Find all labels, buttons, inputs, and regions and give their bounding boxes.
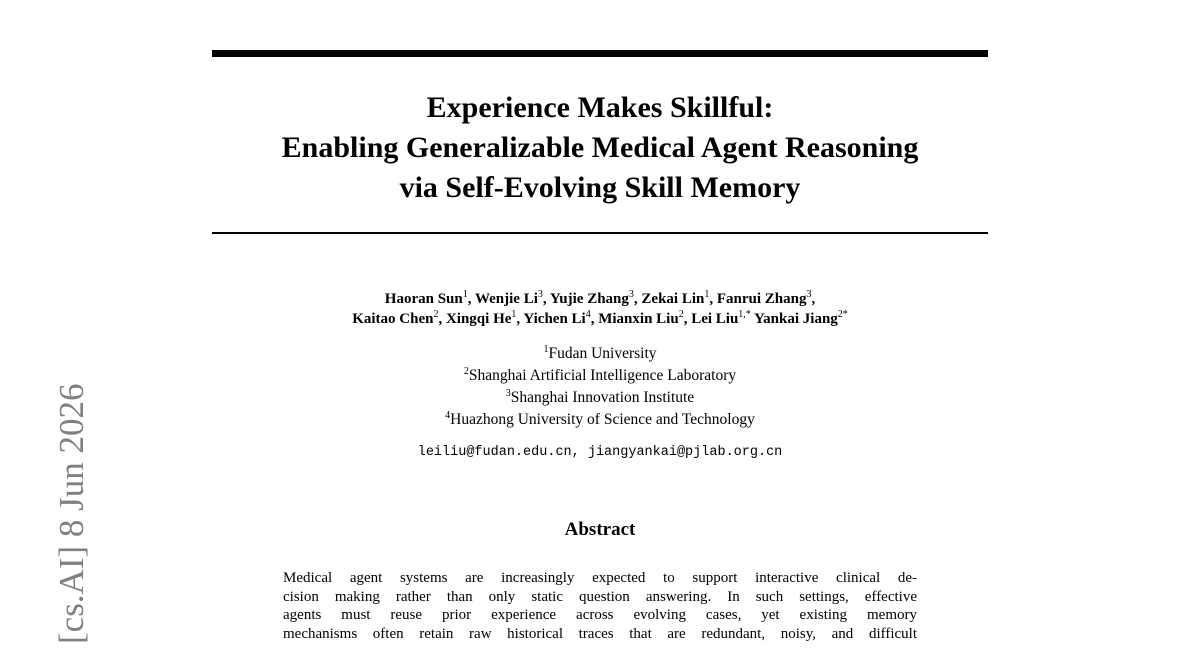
author-name: Xingqi He xyxy=(445,311,512,327)
affiliation-name: Huazhong University of Science and Technology xyxy=(450,411,755,428)
abstract-body xyxy=(283,569,917,643)
title-line: Enabling Generalizable Medical Agent Reasoning xyxy=(281,131,919,164)
affiliation-name: Shanghai Artificial Intelligence Laboratory xyxy=(468,367,737,384)
author-line-1: Haoran Sun$^1$, Wenjie Li$^3$, Yujie Zhang$^3$, Zekai Lin$^1$, Fanrui Zhang$^3$, xyxy=(384,289,816,307)
author-name: Zekai Lin xyxy=(641,291,705,307)
author-name: Haoran Sun xyxy=(384,291,463,307)
affiliation-item xyxy=(212,387,988,409)
author-affil-mark: 2 xyxy=(678,309,684,320)
author-affil-mark: 1 xyxy=(462,289,468,300)
affiliation-mark: 4 xyxy=(445,409,451,421)
title-line: via Self-Evolving Skill Memory xyxy=(399,171,801,204)
author-affil-mark: 2 xyxy=(433,309,439,320)
title-bottom-rule xyxy=(212,232,988,234)
abstract-heading: Abstract xyxy=(564,519,636,540)
author-list xyxy=(212,289,988,329)
author-name: Wenjie Li xyxy=(474,291,538,307)
author-affil-mark: 2* xyxy=(837,309,848,320)
author-name: Kaitao Chen xyxy=(352,311,434,327)
author-affil-mark: 3 xyxy=(806,289,812,300)
author-affil-mark: 4 xyxy=(585,309,591,320)
title-top-rule xyxy=(212,50,988,57)
author-name: Yichen Li xyxy=(523,311,586,327)
author-name: Fanrui Zhang xyxy=(716,291,807,307)
author-name: Yujie Zhang xyxy=(549,291,629,307)
affiliation-mark: 1 xyxy=(543,343,549,355)
abstract-line: Medical agent systems are increasingly expected to support interactive clinical de- xyxy=(283,570,917,586)
title-line: Experience Makes Skillful: xyxy=(426,91,774,124)
affiliation-item xyxy=(212,365,988,387)
abstract-line: mechanisms often retain raw historical traces that are redundant, noisy, and difficult xyxy=(283,625,917,642)
author-affil-mark: 1 xyxy=(704,289,710,300)
affiliation-name: Shanghai Innovation Institute xyxy=(510,389,695,406)
paper-title xyxy=(212,88,988,208)
author-name: Yankai Jiang xyxy=(754,311,838,327)
arxiv-side-identifier: [cs.AI] 8 Jun 2026 xyxy=(52,383,91,644)
contact-email: leiliu@fudan.edu.cn, jiangyankai@pjlab.org.cn xyxy=(417,445,783,460)
author-affil-mark: 3 xyxy=(537,289,543,300)
author-line-2: Kaitao Chen$^2$, Xingqi He$^1$, Yichen Li$^4$, Mianxin Liu$^2$, Lei Liu$^{1,*}$ Yankai Jiang$^{2*}$ xyxy=(352,309,848,327)
affiliation-item xyxy=(212,409,988,431)
author-name: Lei Liu xyxy=(691,311,739,327)
affiliation-mark: 2 xyxy=(463,365,469,377)
affiliation-mark: 3 xyxy=(505,387,511,399)
author-name: Mianxin Liu xyxy=(598,311,679,327)
affiliation-item xyxy=(212,343,988,365)
abstract-line: cision making rather than only static question answering. In such settings, effective xyxy=(283,588,917,605)
author-affil-mark: 1 xyxy=(511,309,517,320)
author-affil-mark: 3 xyxy=(628,289,634,300)
affiliation-name: Fudan University xyxy=(548,345,657,362)
affiliation-list xyxy=(212,343,988,431)
author-affil-mark: 1,* xyxy=(738,309,751,320)
abstract-line: agents must reuse prior experience across evolving cases, yet existing memory xyxy=(283,607,917,623)
